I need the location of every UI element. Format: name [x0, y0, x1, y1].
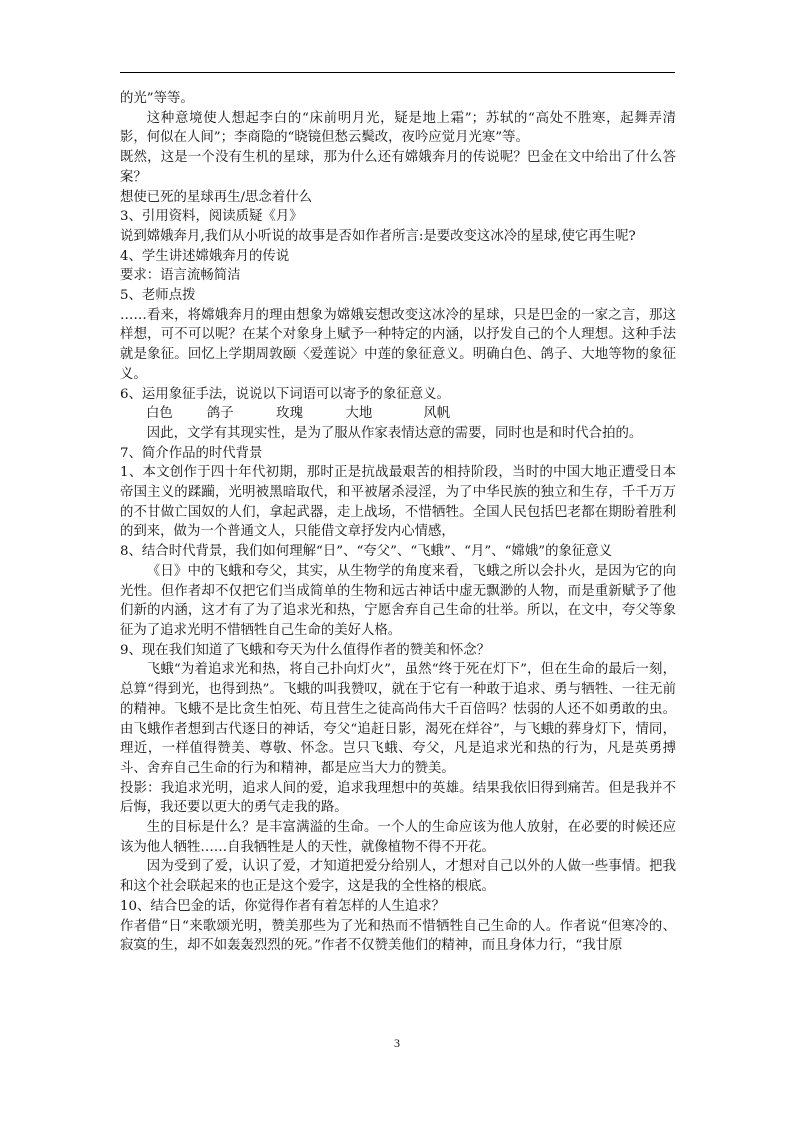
text-paragraph: 作者借“日“来歌颂光明，赞美那些为了光和热而不惜牺牲自己生命的人。作者说“但寒冷的、寂寞的生，却不如轰轰烈烈的死。”作者不仅赞美他们的精神，而且身体力行，“我甘原 [120, 918, 676, 954]
document-body [120, 89, 676, 956]
text-paragraph: 5、老师点拨 [120, 288, 196, 304]
text-paragraph: 6、运用象征手法，说说以下词语可以寄予的象征意义。 [120, 386, 450, 402]
text-paragraph: 因此，文学有其现实性，是为了服从作家表情达意的需要，同时也是和时代合拍的。 [146, 425, 643, 441]
text-paragraph: 7、简介作品的时代背景 [120, 445, 263, 461]
text-paragraph: 的光”等等。 [120, 91, 194, 106]
text-paragraph: 因为受到了爱，认识了爱，才知道把爱分给别人，才想对自己以外的人做一些事情。把我和这个社会联起来的也正是这个爱字，这是我的全性格的根底。 [120, 859, 676, 895]
symbol-words-line: 白色 鸽子 玫瑰 大地 风帆 [146, 406, 451, 422]
text-paragraph: 《日》中的飞蛾和夸父，其实，从生物学的角度来看，飞蛾之所以会扑火，是因为它的向光性。但作者却不仅把它们当成简单的生物和远古神话中虚无飘渺的人物，而是重新赋予了他们新的内涵，这才有了为了追求光和热，宁愿舍弃自己生命的壮举。所以，在文中，夸父等象征为了追求光明不惜牺牲自己生命的美好人格。 [120, 563, 676, 638]
text-paragraph: 要求：语言流畅简洁 [120, 268, 241, 284]
text-paragraph: 3、引用资料，阅读质疑《月》 [120, 209, 303, 225]
text-paragraph: 1、本文创作于四十年代初期，那时正是抗战最艰苦的相持阶段，当时的中国大地正遭受日本帝国主义的蹂躏，光明被黑暗取代，和平被屠杀浸淫，为了中华民族的独立和生存，千千万万的不甘做亡国奴的人们，拿起武器，走上战场，不惜牺牲。全国人民包括巴老都在期盼着胜利的到来，做为一个普通文人，只能借文章抒发内心情感， [120, 465, 676, 540]
text-paragraph: 想使已死的星球再生/思念着什么 [120, 189, 312, 205]
page-number: 3 [394, 1036, 400, 1050]
text-paragraph: 9、现在我们知道了飞蛾和夸天为什么值得作者的赞美和怀念？ [120, 642, 491, 658]
text-paragraph: 4、学生讲述嫦娥奔月的传说 [120, 248, 290, 264]
text-paragraph: 投影：我追求光明，追求人间的爱，追求我理想中的英雄。结果我依旧得到痛苦。但是我并不后悔，我还要以更大的勇气走我的路。 [120, 780, 676, 816]
text-paragraph: ……看来，将嫦娥奔月的理由想象为嫦娥妄想改变这冰冷的星球，只是巴金的一家之言，那这样想，可不可以呢？在某个对象身上赋予一种特定的内涵，以抒发自己的个人理想。这种手法就是象征。回忆上学期周敦颐〈爱莲说〉中莲的象征意义。明确白色、鸽子、大地等物的象征义。 [120, 307, 676, 382]
header-rule [120, 72, 675, 73]
text-paragraph: 10、结合巴金的话，你觉得作者有着怎样的人生追求？ [120, 898, 446, 914]
text-paragraph: 生的目标是什么？是丰富满溢的生命。一个人的生命应该为他人放射，在必要的时候还应该为他人牺牲……自我牺牲是人的天性，就像植物不得不开花。 [120, 820, 676, 855]
text-paragraph: 既然，这是一个没有生机的星球，那为什么还有嫦娥奔月的传说呢？巴金在文中给出了什么答案？ [120, 150, 676, 185]
text-paragraph: 飞蛾“为着追求光和热，将自己扑向灯火”，虽然“终于死在灯下”，但在生命的最后一刻，总算“得到光，也得到热”。飞蛾的叫我赞叹，就在于它有一种敢于追求、勇与牺牲、一往无前的精神。飞蛾不是比贪生怕死、苟且营生之徒高尚伟大千百倍吗？怯弱的人还不如勇敢的虫。由飞蛾作者想到古代逐日的神话，夸父“追赶日影，渴死在烊谷”，与飞蛾的葬身灯下，情同，理近，一样值得赞美、尊敬、怀念。岂只飞蛾、夸父，凡是追求光和热的行为，凡是英勇搏斗、舍弃自己生命的行为和精神，都是应当大力的赞美。 [120, 662, 676, 776]
text-paragraph: 8、结合时代背景，我们如何理解“日”、“夸父”、“飞蛾”、“月”、“嫦娥”的象征意义 [120, 544, 613, 560]
text-paragraph: 说到嫦娥奔月,我们从小听说的故事是否如作者所言:是要改变这冰冷的星球,使它再生呢? [120, 228, 636, 244]
text-paragraph: 这种意境使人想起李白的“床前明月光，疑是地上霜”；苏轼的“高处不胜寒，起舞弄清影，何似在人间”；李商隐的“晓镜但愁云鬓改，夜吟应觉月光寒”等。 [120, 110, 676, 146]
